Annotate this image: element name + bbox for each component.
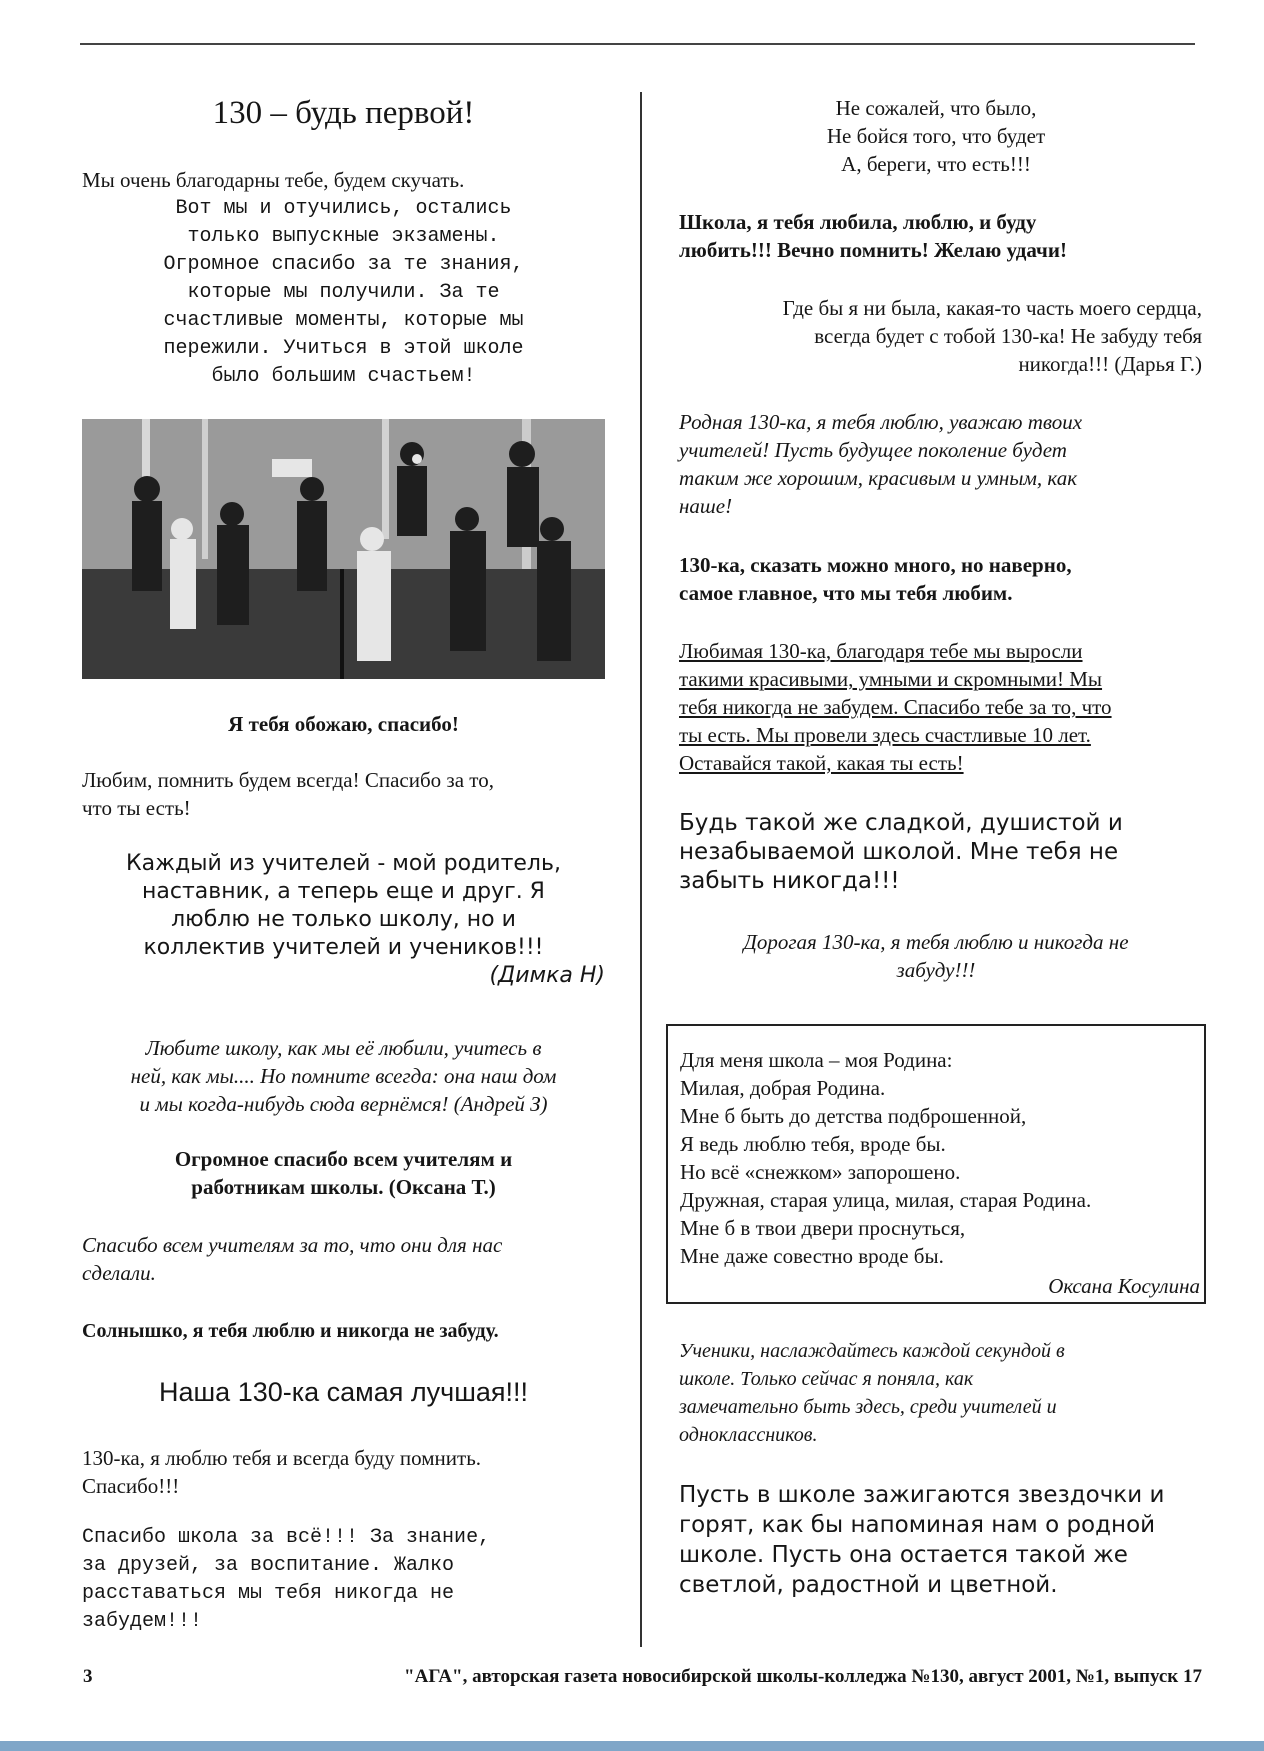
text-line: учителей! Пусть будущее поколение будет [679,438,1067,462]
class-photo [82,419,605,679]
text-line: 130-ка, я люблю тебя и всегда буду помнить. [82,1446,482,1470]
text-line: незабываемой школой. Мне тебя не [679,839,1119,865]
text-line: Огромное спасибо всем учителям и [174,1147,513,1171]
text-line: расставаться мы тебя никогда не [82,1582,455,1605]
message-block [679,551,1206,607]
text-line: тебя никогда не забудем. Спасибо тебе за то, что [679,695,1112,719]
intro-mono-block [82,195,605,391]
text-line: забыть никогда!!! [679,868,900,894]
message-block [679,809,1206,896]
scan-edge-band [0,1741,1264,1751]
poem-line: Мне б в твои двери проснуться, [680,1216,966,1240]
text-line: только выпускные экзамены. [187,225,500,248]
poem-line: Мне б быть до детства подброшенной, [680,1104,1027,1128]
poem-line: Мне даже совестно вроде бы. [680,1244,944,1268]
text-line: А, береги, что есть!!! [841,152,1031,176]
text-line: пережили. Учиться в этой школе [163,337,524,360]
text-line: наставник, а теперь еще и друг. Я [142,879,545,904]
text-line: такими красивыми, умными и скромными! Мы [679,667,1103,691]
text-line: Школа, я тебя любила, люблю, и буду [679,210,1037,234]
text-line: сделали. [82,1261,156,1285]
text-line: школе. Только сейчас я поняла, как [679,1368,974,1390]
text-line: Не бойся того, что будет [826,124,1046,148]
message-block [679,208,1206,264]
text-line: Пусть в школе зажигаются звездочки и [679,1482,1165,1508]
message-block [82,766,605,822]
column-divider [640,92,642,1647]
poem-text [680,1046,1200,1270]
text-line: Не сожалей, что было, [835,96,1037,120]
text-line: забудем!!! [82,1610,203,1633]
message-block [666,294,1202,378]
text-line: Где бы я ни была, какая-то часть моего сердца, [782,296,1202,320]
poem-box [666,1024,1206,1304]
text-line: одноклассников. [679,1424,818,1446]
poem-line: Дружная, старая улица, милая, старая Родина. [680,1188,1092,1212]
message-author: (Димка Н) [489,963,605,988]
text-line: Огромное спасибо за те знания, [163,253,524,276]
text-line: за друзей, за воспитание. Жалко [82,1554,455,1577]
page-title: 130 – будь первой! [212,95,475,131]
text-line: ней, как мы.... Но помните всегда: она наш дом [130,1064,557,1088]
message-block [679,1480,1206,1600]
message-block [666,928,1206,984]
message-block [82,1524,605,1636]
text-line: счастливые моменты, которые мы [163,309,524,332]
message-headline: Наша 130-ка самая лучшая!!! [159,1377,528,1407]
text-line: Вот мы и отучились, остались [175,197,512,220]
text-line: светлой, радостной и цветной. [679,1572,1058,1598]
message-block [82,1231,605,1287]
text-line: Каждый из учителей - мой родитель, [126,851,561,876]
message-block [679,1337,1202,1449]
text-line: ты есть. Мы провели здесь счастливые 10 лет. [679,723,1091,747]
text-line: горят, как бы напоминая нам о родной [679,1512,1156,1538]
message-block [82,1145,605,1201]
text-line: было большим счастьем! [211,365,476,388]
text-line: что ты есть! [82,796,191,820]
message-block [82,1034,605,1118]
text-line: которые мы получили. За те [187,281,500,304]
text-line: Спасибо школа за всё!!! За знание, [82,1526,491,1549]
text-line: и мы когда-нибудь сюда вернёмся! (Андрей З) [139,1092,548,1116]
text-line: Ученики, наслаждайтесь каждой секундой в [679,1340,1065,1362]
top-rule [80,43,1195,45]
text-line: таким же хорошим, красивым и умным, как [679,466,1078,490]
text-line: наше! [679,494,733,518]
poem-line: Я ведь люблю тебя, вроде бы. [680,1132,946,1156]
text-line: Будь такой же сладкой, душистой и [679,810,1123,836]
intro-text: Мы очень благодарны тебе, будем скучать. [82,168,465,192]
poem-line: Для меня школа – моя Родина: [680,1048,953,1072]
text-line: замечательно быть здесь, среди учителей и [679,1396,1057,1418]
text-line: Любите школу, как мы её любили, учитесь в [145,1036,542,1060]
poem-line: Милая, добрая Родина. [680,1076,886,1100]
text-line: Родная 130-ка, я тебя люблю, уважаю твоих [679,410,1083,434]
text-line: Любимая 130-ка, благодаря тебе мы выросли [679,639,1083,663]
verse-block [666,94,1206,178]
message-block [679,408,1206,520]
text-line: Любим, помнить будем всегда! Спасибо за то, [82,768,494,792]
photo-caption: Я тебя обожаю, спасибо! [228,712,459,736]
text-line: коллектив учителей и учеников!!! [143,935,544,960]
message-block [679,637,1206,777]
text-line: никогда!!! (Дарья Г.) [1018,352,1202,376]
message-block [82,850,605,990]
text-line: люблю не только школу, но и [171,907,516,932]
text-line: самое главное, что мы тебя любим. [679,581,1013,605]
text-line: работникам школы. (Оксана Т.) [191,1175,496,1199]
text-line: Дорогая 130-ка, я тебя люблю и никогда не [743,930,1129,954]
text-line: забуду!!! [896,958,976,982]
text-line: школе. Пусть она остается такой же [679,1542,1128,1568]
text-line: любить!!! Вечно помнить! Желаю удачи! [679,238,1067,262]
message-block [82,1444,605,1500]
poem-author: Оксана Косулина [1048,1274,1200,1298]
page-number: 3 [83,1666,93,1687]
message-block: Солнышко, я тебя люблю и никогда не забуду. [82,1320,499,1342]
text-line: Спасибо!!! [82,1474,180,1498]
photo-illustration [82,419,605,679]
text-line: 130-ка, сказать можно много, но наверно, [679,553,1072,577]
text-line: Оставайся такой, какая ты есть! [679,751,964,775]
footer-publication-info: "АГА", авторская газета новосибирской школы-колледжа №130, август 2001, №1, выпуск 17 [404,1666,1202,1687]
poem-line: Но всё «снежком» запорошено. [680,1160,961,1184]
text-line: всегда будет с тобой 130-ка! Не забуду тебя [814,324,1202,348]
text-line: Спасибо всем учителям за то, что они для нас [82,1233,503,1257]
